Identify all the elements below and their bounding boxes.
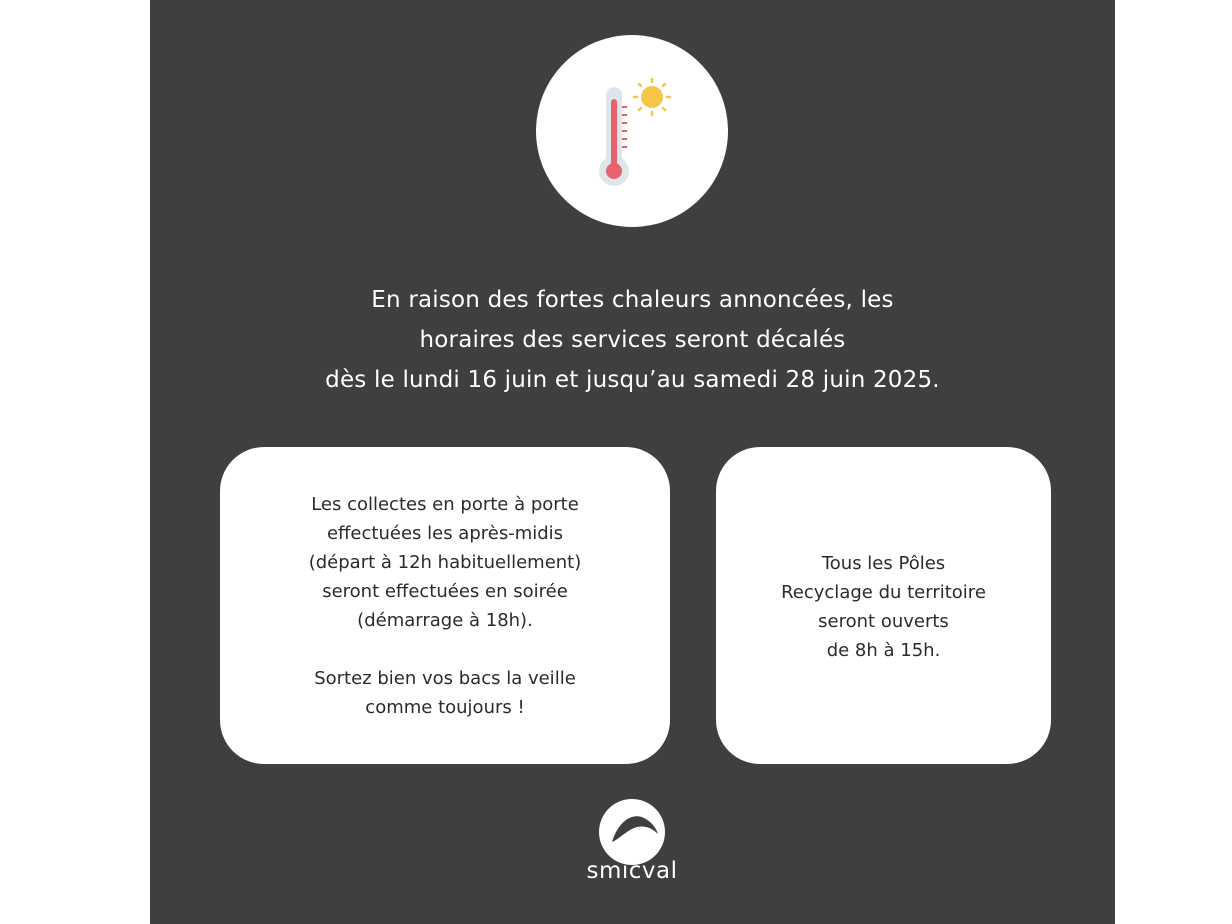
- smicval-logo: [582, 796, 682, 896]
- headline-line: En raison des fortes chaleurs annoncées, les: [371, 287, 894, 313]
- collection-info-card: [220, 447, 670, 764]
- announcement-headline: [150, 280, 1115, 400]
- spacer: [220, 635, 670, 664]
- card-text-line: Recyclage du territoire: [781, 582, 986, 603]
- recycling-centers-card: [716, 447, 1051, 764]
- card-text-line: Tous les Pôles: [821, 553, 946, 574]
- card-text-line: (départ à 12h habituellement): [308, 552, 582, 573]
- card-text-line: (démarrage à 18h).: [357, 610, 533, 631]
- reminder-line: comme toujours !: [365, 697, 525, 718]
- card-text-line: de 8h à 15h.: [826, 640, 941, 661]
- thermometer-sun-icon: [536, 35, 728, 227]
- card-text-line: Les collectes en porte à porte: [311, 494, 579, 515]
- icon-circle: [536, 35, 728, 227]
- card-text-line: seront ouverts: [818, 611, 949, 632]
- smicval-logo-icon: [598, 798, 666, 866]
- headline-line: horaires des services seront décalés: [419, 327, 846, 353]
- logo-text: smicval: [586, 858, 678, 884]
- headline-line: dès le lundi 16 juin et jusqu’au samedi 28 juin 2025.: [325, 367, 940, 393]
- card-text-line: effectuées les après-midis: [326, 523, 564, 544]
- card-text-line: seront effectuées en soirée: [322, 581, 568, 602]
- reminder-line: Sortez bien vos bacs la veille: [314, 668, 576, 689]
